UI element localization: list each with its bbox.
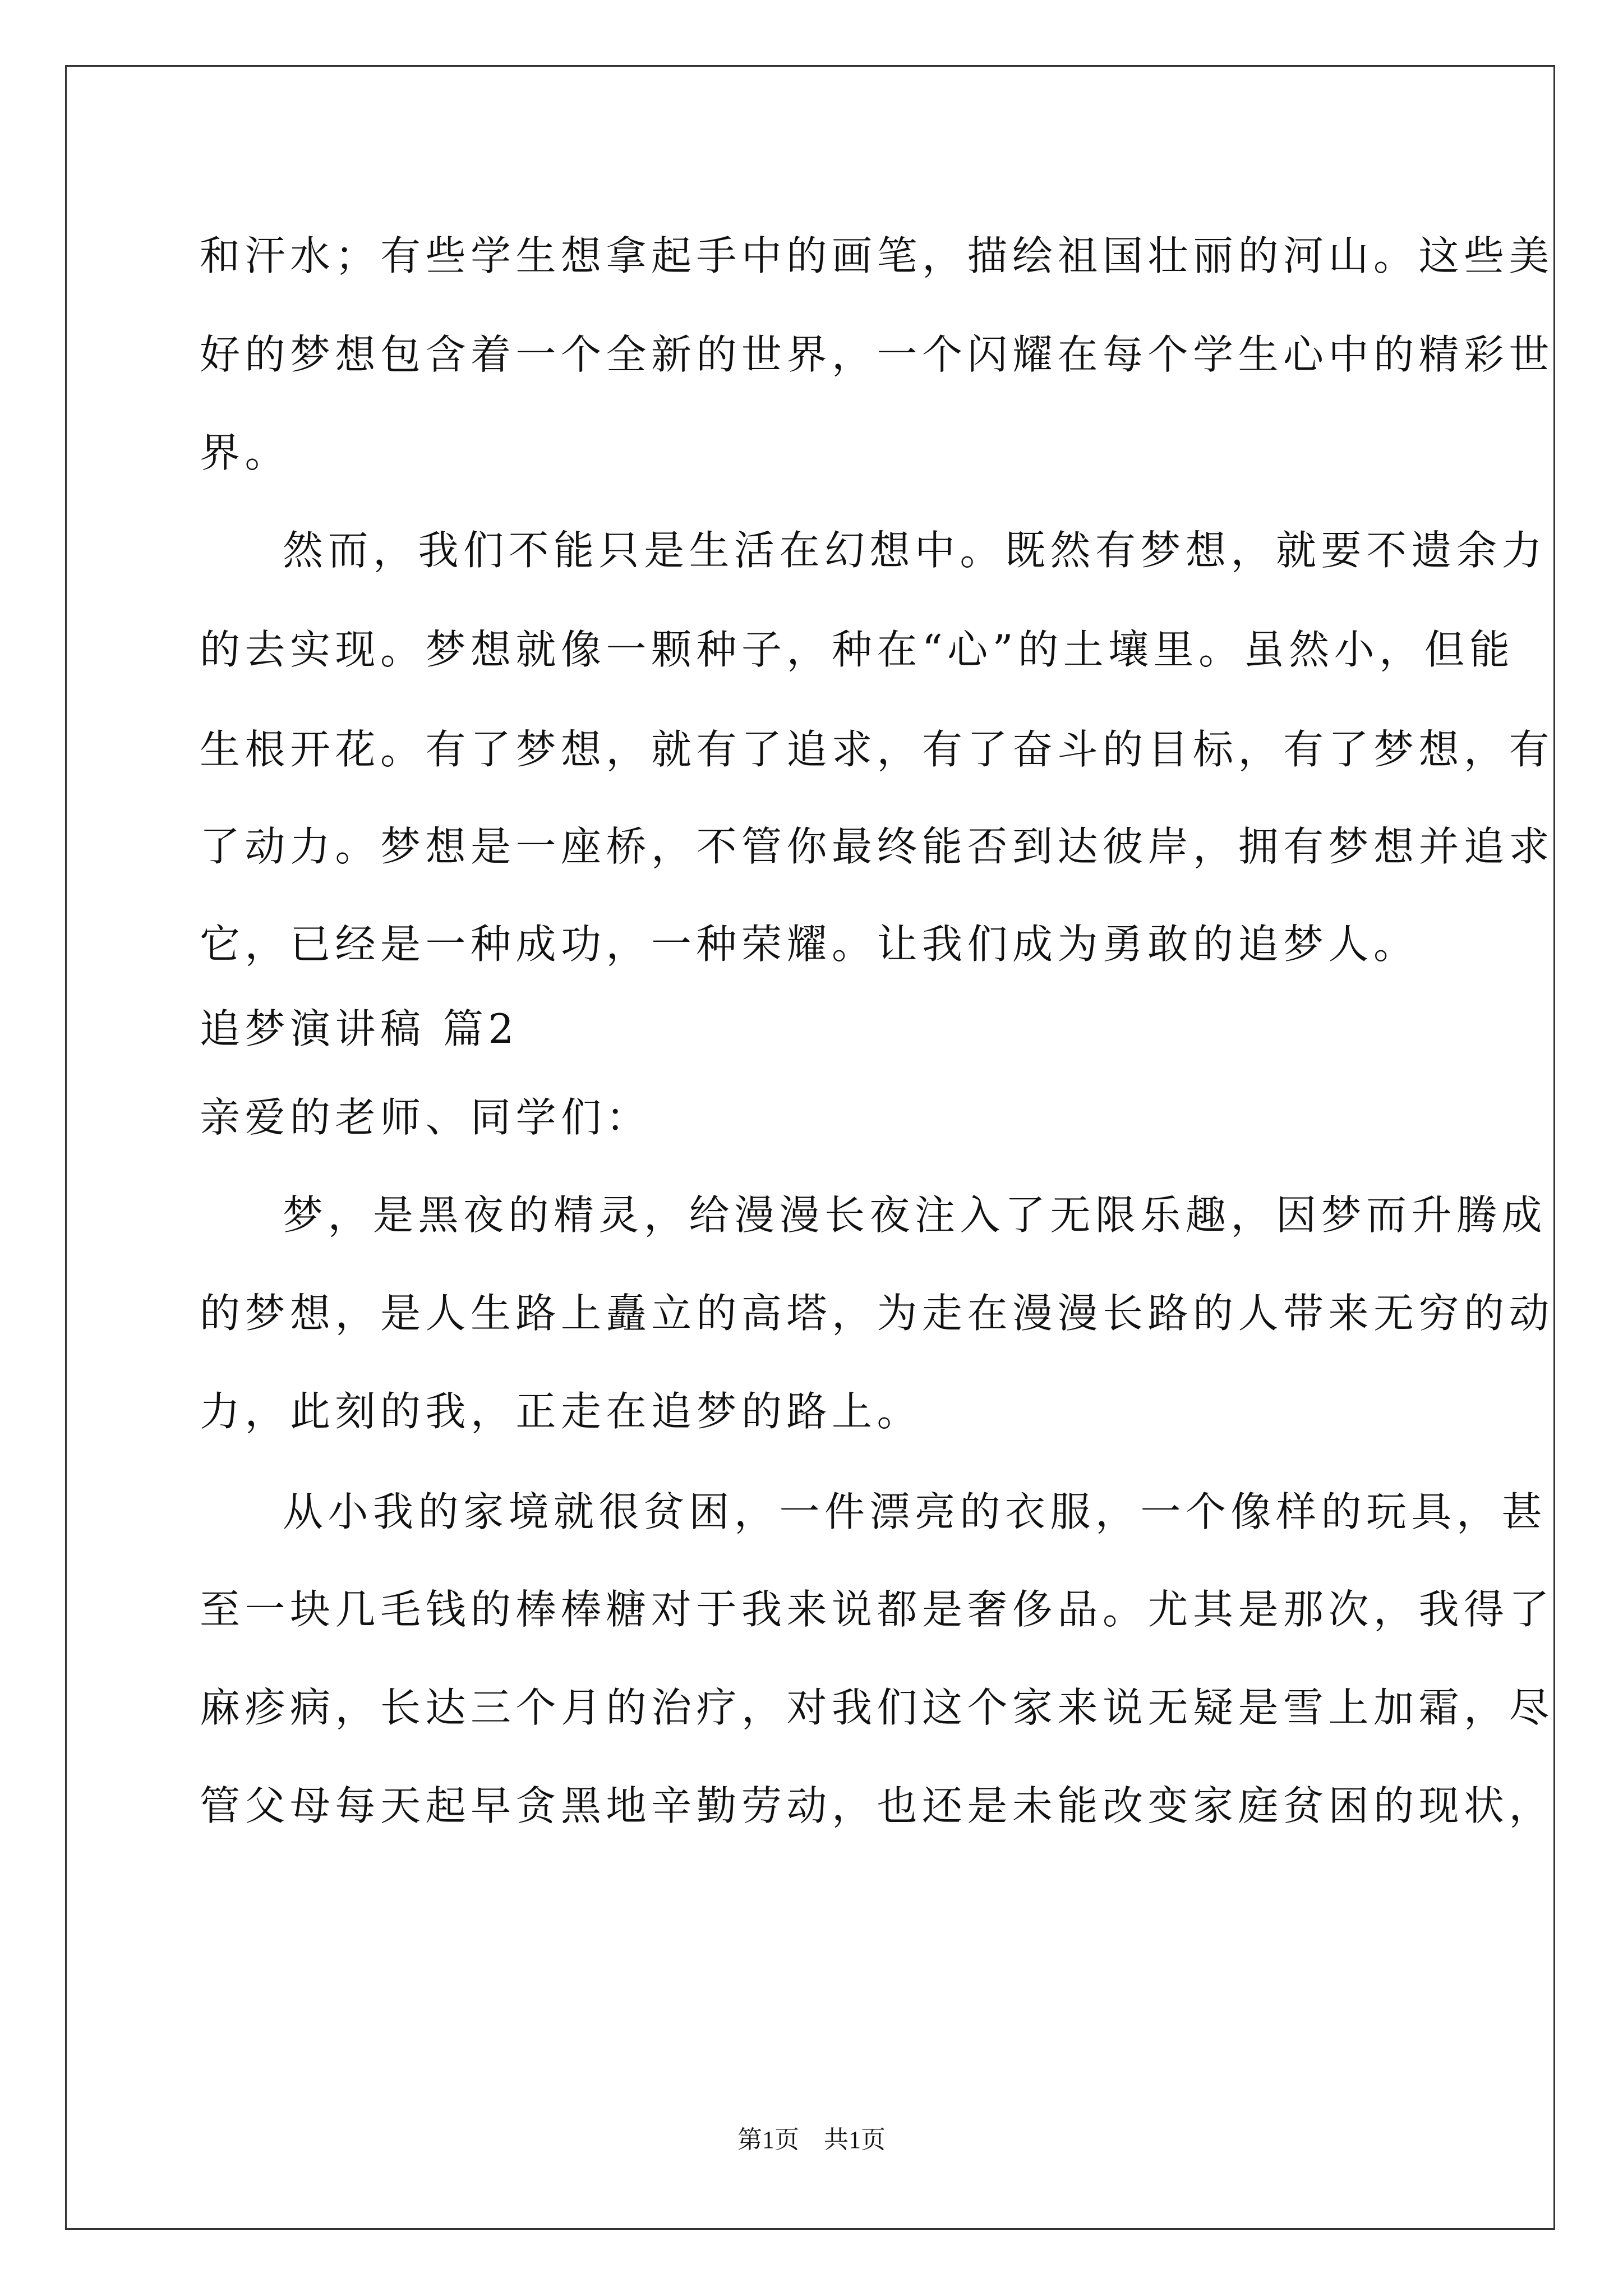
text-line: 至一块几毛钱的棒棒糖对于我来说都是奢侈品。尤其是那次，我得了 xyxy=(200,1586,1555,1633)
page-footer: 第1页 共1页 xyxy=(737,2126,886,2154)
text-line: 界。 xyxy=(200,429,291,476)
paragraph-start-line: 从小我的家境就很贫困，一件漂亮的衣服，一个像样的玩具，甚 xyxy=(283,1488,1547,1535)
section-heading: 追梦演讲稿 篇2 xyxy=(200,1005,519,1052)
text-line: 的去实现。梦想就像一颗种子，种在“心”的土壤里。虽然小，但能 xyxy=(200,626,1515,673)
paragraph-start-line: 然而，我们不能只是生活在幻想中。既然有梦想，就要不遗余力 xyxy=(283,527,1547,574)
salutation: 亲爱的老师、同学们： xyxy=(200,1094,652,1141)
text-line: 麻疹病，长达三个月的治疗，对我们这个家来说无疑是雪上加霜，尽 xyxy=(200,1684,1555,1731)
text-line: 管父母每天起早贪黑地辛勤劳动，也还是未能改变家庭贫困的现状， xyxy=(200,1782,1555,1829)
text-line: 的梦想，是人生路上矗立的高塔，为走在漫漫长路的人带来无穷的动 xyxy=(200,1290,1555,1337)
text-line: 和汗水；有些学生想拿起手中的画笔，描绘祖国壮丽的河山。这些美 xyxy=(200,232,1555,279)
text-line: 生根开花。有了梦想，就有了追求，有了奋斗的目标，有了梦想，有 xyxy=(200,726,1555,773)
text-line: 了动力。梦想是一座桥，不管你最终能否到达彼岸，拥有梦想并追求 xyxy=(200,823,1555,870)
paragraph-start-line: 梦，是黑夜的精灵，给漫漫长夜注入了无限乐趣，因梦而升腾成 xyxy=(283,1191,1547,1239)
text-line: 好的梦想包含着一个全新的世界，一个闪耀在每个学生心中的精彩世 xyxy=(200,331,1555,378)
text-line: 它，已经是一种成功，一种荣耀。让我们成为勇敢的追梦人。 xyxy=(200,921,1419,968)
text-line: 力，此刻的我，正走在追梦的路上。 xyxy=(200,1388,923,1435)
page-border xyxy=(65,65,1555,2230)
